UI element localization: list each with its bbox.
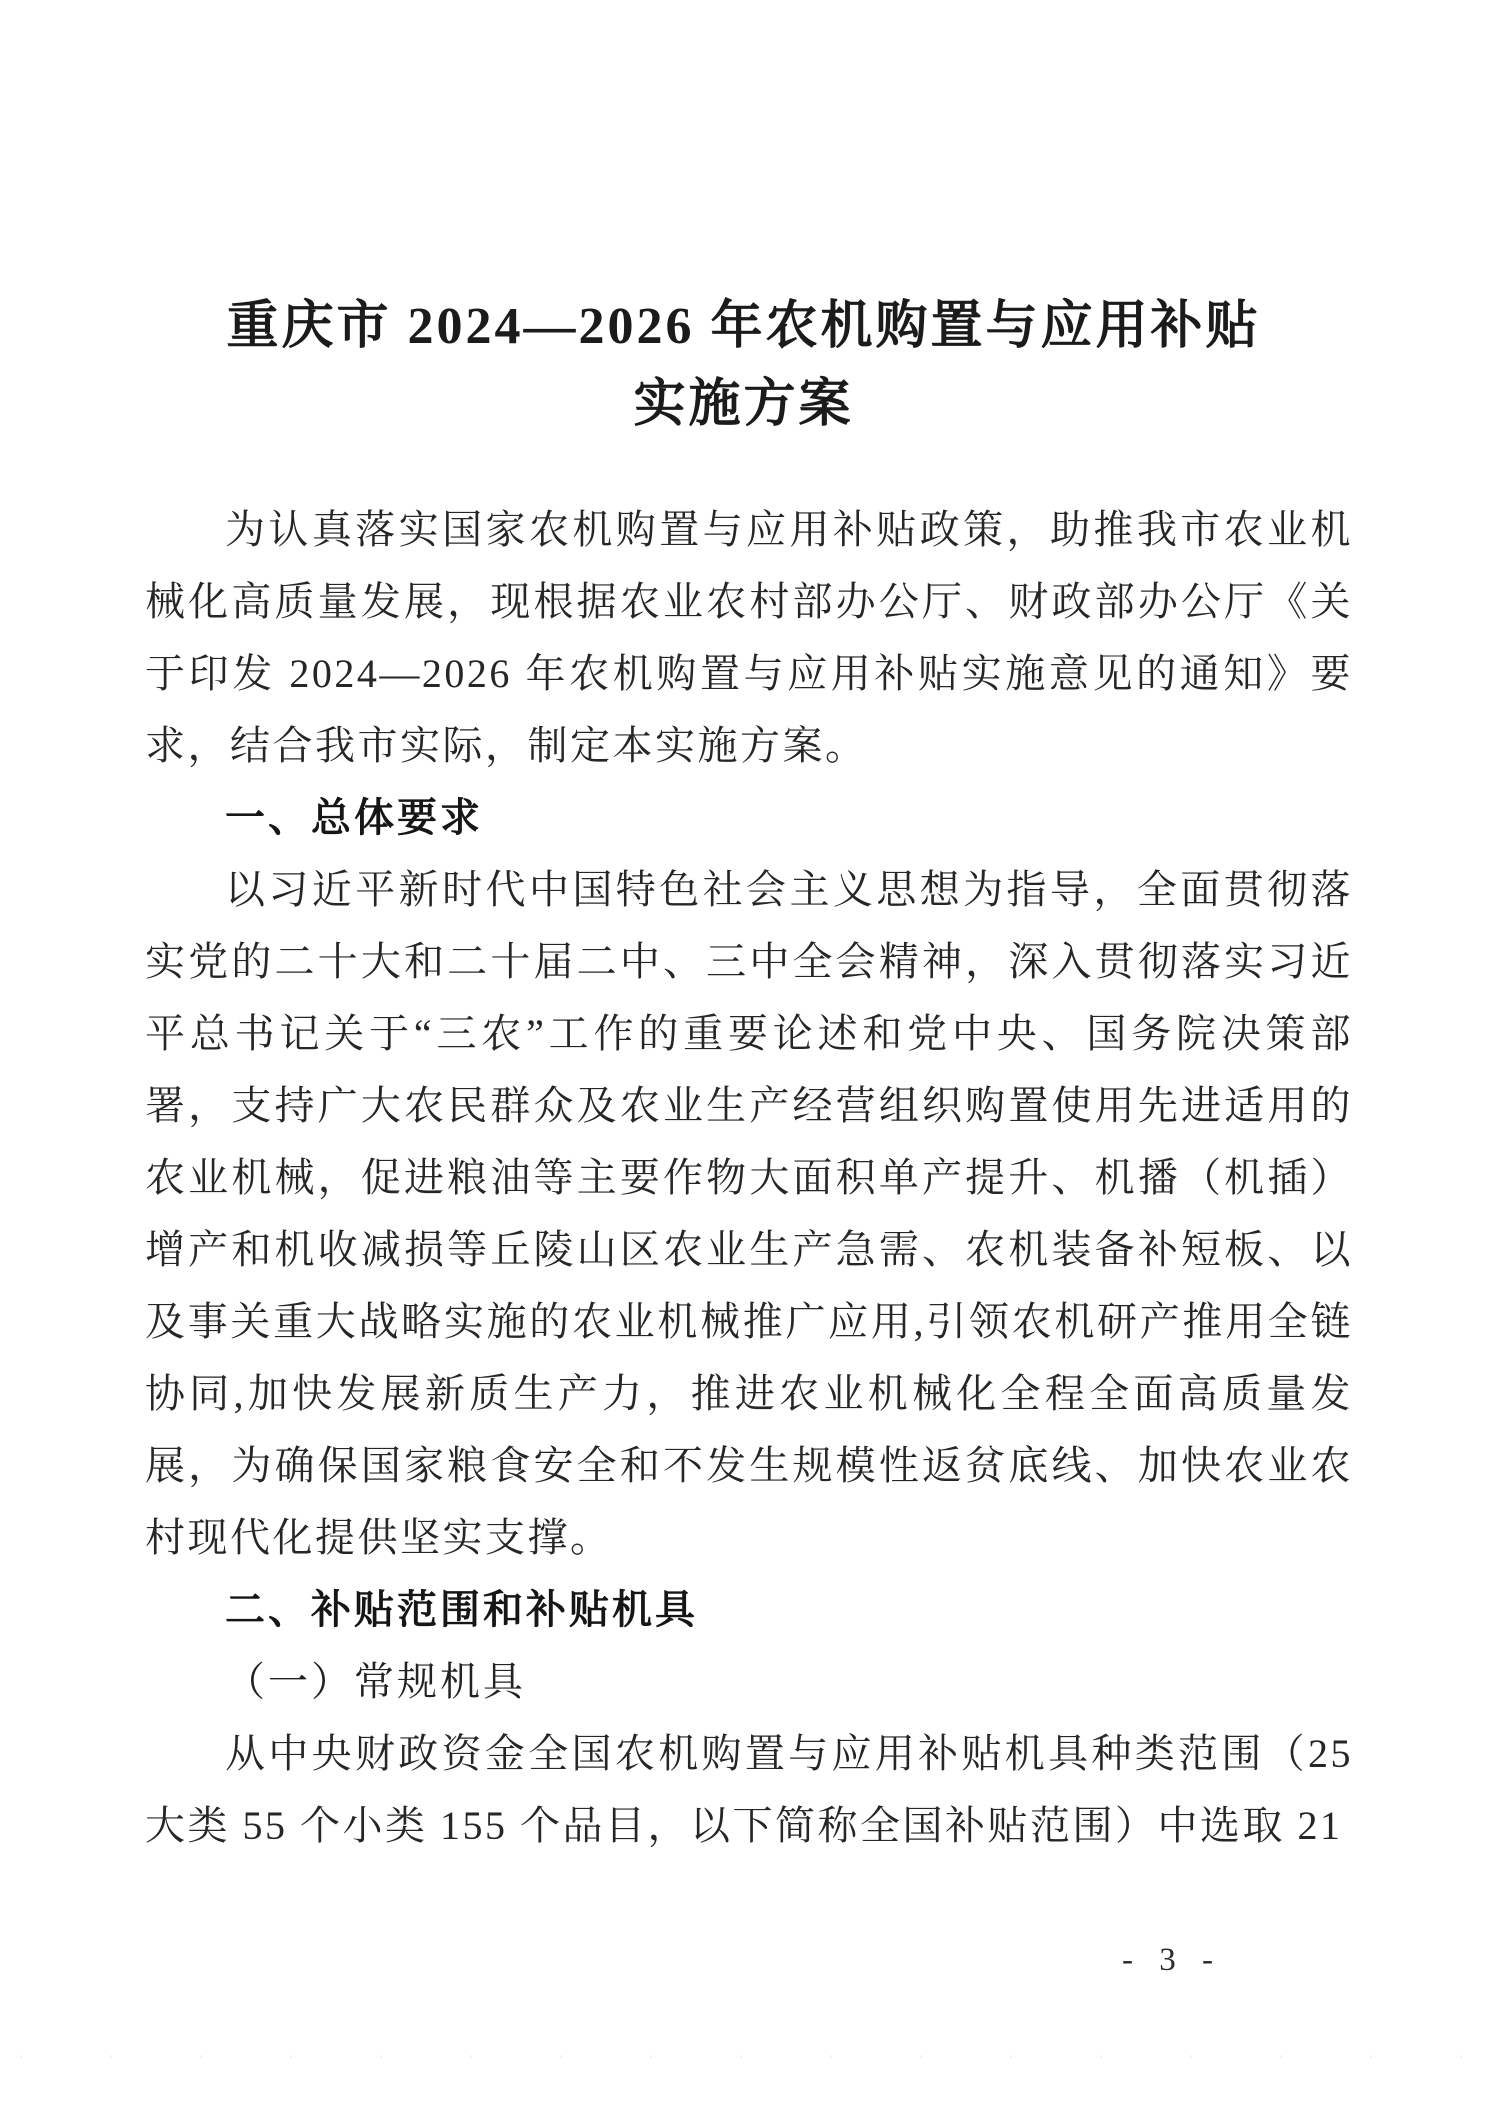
document-title-line-2: 实施方案: [633, 376, 854, 433]
section-heading-subsidy-scope: 二、补贴范围和补贴机具: [225, 1588, 698, 1632]
scan-noise-artifact: [20, 2055, 1467, 2058]
document-title-line-1: 重庆市 2024—2026 年农机购置与应用补贴: [226, 298, 1261, 355]
paragraph-regular-machinery: 从中央财政资金全国农机购置与应用补贴机具种类范围（25大类 55 个小类 155 个品目，以下简称全国补贴范围）中选取 21: [145, 1731, 1353, 1848]
paragraph-overall-requirements: 以习近平新时代中国特色社会主义思想为指导，全面贯彻落实党的二十大和二十届二中、三中全会精神，深入贯彻落实习近平总书记关于“三农”工作的重要论述和党中央、国务院决策部署，支持广大农民群众及农业生产经营组织购置使用先进适用的农业机械，促进粮油等主要作物大面积单产提升、机播（机插）增产和机收减损等丘陵山区农业生产急需、农机装备补短板、以及事关重大战略实施的农业机械推广应用,引领农机研产推用全链协同,加快发展新质生产力，推进农业机械化全程全面高质量发展，为确保国家粮食安全和不发生规模性返贫底线、加快农业农村现代化提供坚实支撑。: [145, 867, 1353, 1560]
page-number: - 3 -: [1122, 1942, 1222, 1978]
section-heading-overall-requirements: 一、总体要求: [225, 796, 483, 840]
paragraph-preamble: 为认真落实国家农机购置与应用补贴政策，助推我市农业机械化高质量发展，现根据农业农村部办公厅、财政部办公厅《关于印发 2024—2026 年农机购置与应用补贴实施意见的通知》要求，结合我市实际，制定本实施方案。: [145, 507, 1353, 768]
subsection-heading-regular-machinery: （一）常规机具: [225, 1659, 526, 1704]
document-body: [145, 494, 1353, 1862]
document-title: [0, 288, 1487, 444]
